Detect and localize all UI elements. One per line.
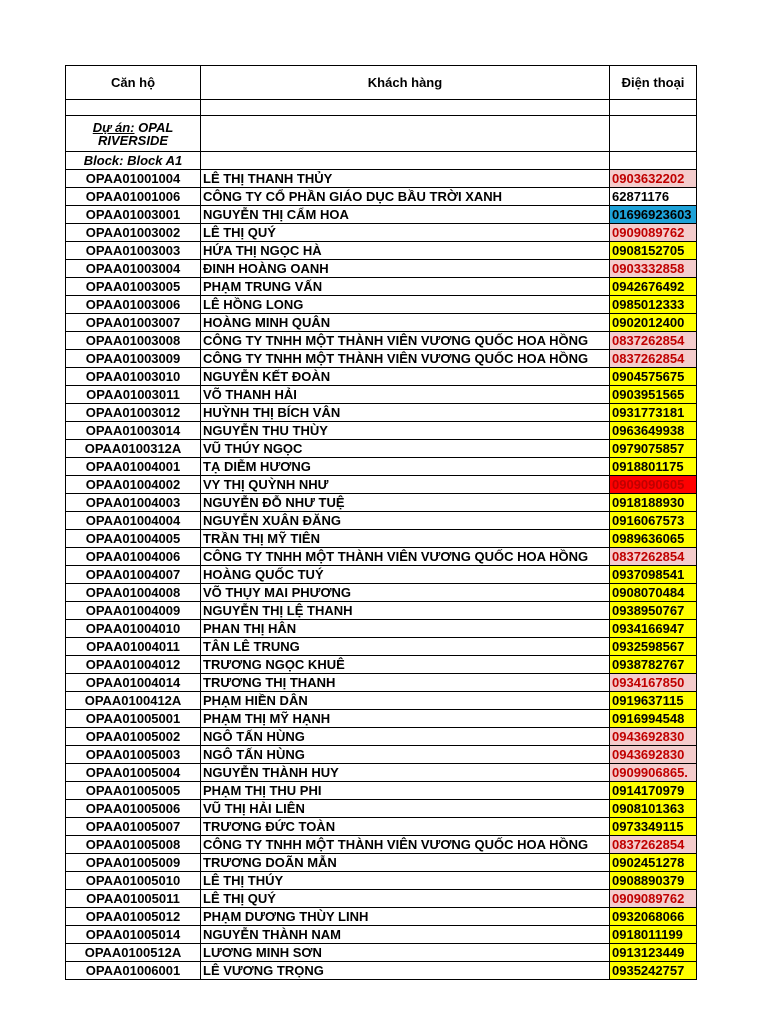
apartment-cell: OPAA01005008	[66, 836, 201, 854]
table-row	[66, 332, 697, 350]
phone-cell: 0908152705	[610, 242, 697, 260]
project-name: OPAL RIVERSIDE	[97, 119, 174, 148]
apartment-cell: OPAA01005012	[66, 908, 201, 926]
phone-cell: 0973349115	[610, 818, 697, 836]
table-row	[66, 908, 697, 926]
customer-cell: LÊ THỊ THÚY	[201, 872, 610, 890]
apartment-cell: OPAA0100312A	[66, 440, 201, 458]
project-label: Dự án:	[92, 119, 135, 135]
table-row	[66, 512, 697, 530]
phone-cell: 0904575675	[610, 368, 697, 386]
phone-cell: 0918801175	[610, 458, 697, 476]
phone-cell: 0903951565	[610, 386, 697, 404]
apartment-cell: OPAA01004003	[66, 494, 201, 512]
phone-cell: 0837262854	[610, 548, 697, 566]
table-row	[66, 440, 697, 458]
apartment-cell: OPAA01004012	[66, 656, 201, 674]
customer-cell: NGUYỄN XUÂN ĐĂNG	[201, 512, 610, 530]
phone-cell: 0909090605	[610, 476, 697, 494]
phone-cell: 0919637115	[610, 692, 697, 710]
header-row	[66, 66, 697, 100]
phone-cell: 0903332858	[610, 260, 697, 278]
phone-cell: 0942676492	[610, 278, 697, 296]
table-row	[66, 530, 697, 548]
customer-cell: NGÔ TẤN HÙNG	[201, 746, 610, 764]
block-row	[66, 152, 697, 170]
table-row	[66, 458, 697, 476]
phone-cell: 0908890379	[610, 872, 697, 890]
phone-cell: 0837262854	[610, 332, 697, 350]
customer-cell: LÊ VƯƠNG TRỌNG	[201, 962, 610, 980]
project-cell	[66, 116, 201, 152]
table-row	[66, 620, 697, 638]
apartment-cell: OPAA01004014	[66, 674, 201, 692]
apartment-cell: OPAA0100412A	[66, 692, 201, 710]
phone-cell: 0902451278	[610, 854, 697, 872]
table-row	[66, 818, 697, 836]
phone-cell: 0979075857	[610, 440, 697, 458]
table-row	[66, 782, 697, 800]
table-row	[66, 296, 697, 314]
table-row	[66, 584, 697, 602]
apartment-cell: OPAA0100512A	[66, 944, 201, 962]
customer-cell: VŨ THÚY NGỌC	[201, 440, 610, 458]
table-row	[66, 494, 697, 512]
apartment-cell: OPAA01005011	[66, 890, 201, 908]
customer-cell: HỨA THỊ NGỌC HÀ	[201, 242, 610, 260]
customer-cell: LÊ THỊ QUÝ	[201, 890, 610, 908]
customer-cell: PHẠM THỊ MỸ HẠNH	[201, 710, 610, 728]
phone-cell: 0932598567	[610, 638, 697, 656]
table-row	[66, 944, 697, 962]
apartment-cell: OPAA01001004	[66, 170, 201, 188]
phone-cell: 0943692830	[610, 728, 697, 746]
customer-cell: HOÀNG MINH QUÂN	[201, 314, 610, 332]
apartment-cell: OPAA01005014	[66, 926, 201, 944]
phone-cell: 0837262854	[610, 836, 697, 854]
phone-cell: 0916994548	[610, 710, 697, 728]
table-row	[66, 926, 697, 944]
table-row	[66, 404, 697, 422]
customer-cell: CÔNG TY TNHH MỘT THÀNH VIÊN VƯƠNG QUỐC HOA HỒNG	[201, 548, 610, 566]
apartment-cell: OPAA01004004	[66, 512, 201, 530]
customer-table	[65, 65, 697, 980]
apartment-cell: OPAA01003011	[66, 386, 201, 404]
customer-cell: HOÀNG QUỐC TUÝ	[201, 566, 610, 584]
apartment-cell: OPAA01005005	[66, 782, 201, 800]
customer-cell: NGÔ TẤN HÙNG	[201, 728, 610, 746]
phone-cell: 0938782767	[610, 656, 697, 674]
customer-cell: NGUYỄN THỊ LỆ THANH	[201, 602, 610, 620]
customer-cell: CÔNG TY CỔ PHẦN GIÁO DỤC BẦU TRỜI XANH	[201, 188, 610, 206]
table-row	[66, 728, 697, 746]
phone-cell: 0909089762	[610, 224, 697, 242]
apartment-cell: OPAA01003002	[66, 224, 201, 242]
customer-cell: VÕ THỤY MAI PHƯƠNG	[201, 584, 610, 602]
apartment-cell: OPAA01003007	[66, 314, 201, 332]
customer-cell: LÊ THỊ QUÝ	[201, 224, 610, 242]
header-customer: Khách hàng	[201, 66, 610, 100]
table-row	[66, 674, 697, 692]
apartment-cell: OPAA01003005	[66, 278, 201, 296]
customer-cell: VŨ THỊ HẢI LIÊN	[201, 800, 610, 818]
phone-cell: 0903632202	[610, 170, 697, 188]
phone-cell: 0908101363	[610, 800, 697, 818]
table-row	[66, 278, 697, 296]
phone-cell: 62871176	[610, 188, 697, 206]
phone-cell: 0934167850	[610, 674, 697, 692]
customer-cell: NGUYỄN THÀNH HUY	[201, 764, 610, 782]
phone-cell: 0985012333	[610, 296, 697, 314]
customer-cell: LÊ HỒNG LONG	[201, 296, 610, 314]
phone-cell: 0935242757	[610, 962, 697, 980]
phone-cell: 0934166947	[610, 620, 697, 638]
phone-cell: 0943692830	[610, 746, 697, 764]
customer-cell: LƯƠNG MINH SƠN	[201, 944, 610, 962]
apartment-cell: OPAA01004007	[66, 566, 201, 584]
customer-cell: TRƯƠNG ĐỨC TOÀN	[201, 818, 610, 836]
apartment-cell: OPAA01005007	[66, 818, 201, 836]
apartment-cell: OPAA01003003	[66, 242, 201, 260]
phone-cell: 0937098541	[610, 566, 697, 584]
block-label: Block: Block A1	[66, 152, 201, 170]
apartment-cell: OPAA01006001	[66, 962, 201, 980]
table-row	[66, 206, 697, 224]
apartment-cell: OPAA01004006	[66, 548, 201, 566]
customer-cell: TRƯƠNG NGỌC KHUÊ	[201, 656, 610, 674]
customer-cell: HUỲNH THỊ BÍCH VÂN	[201, 404, 610, 422]
apartment-cell: OPAA01003014	[66, 422, 201, 440]
apartment-cell: OPAA01004002	[66, 476, 201, 494]
customer-cell: NGUYỄN KẾT ĐOÀN	[201, 368, 610, 386]
customer-cell: LÊ THỊ THANH THỦY	[201, 170, 610, 188]
phone-cell: 0837262854	[610, 350, 697, 368]
table-row	[66, 764, 697, 782]
table-row	[66, 890, 697, 908]
table-row	[66, 170, 697, 188]
apartment-cell: OPAA01003012	[66, 404, 201, 422]
apartment-cell: OPAA01003004	[66, 260, 201, 278]
apartment-cell: OPAA01005010	[66, 872, 201, 890]
apartment-cell: OPAA01003009	[66, 350, 201, 368]
table-row	[66, 350, 697, 368]
apartment-cell: OPAA01004009	[66, 602, 201, 620]
phone-cell: 0931773181	[610, 404, 697, 422]
customer-cell: ĐINH HOÀNG OANH	[201, 260, 610, 278]
apartment-cell: OPAA01004011	[66, 638, 201, 656]
phone-cell: 0909089762	[610, 890, 697, 908]
customer-cell: VY THỊ QUỲNH NHƯ	[201, 476, 610, 494]
table-row	[66, 188, 697, 206]
apartment-cell: OPAA01001006	[66, 188, 201, 206]
table-row	[66, 962, 697, 980]
customer-cell: CÔNG TY TNHH MỘT THÀNH VIÊN VƯƠNG QUỐC HOA HỒNG	[201, 350, 610, 368]
phone-cell: 0932068066	[610, 908, 697, 926]
apartment-cell: OPAA01005006	[66, 800, 201, 818]
apartment-cell: OPAA01004010	[66, 620, 201, 638]
customer-cell: TẠ DIỄM HƯƠNG	[201, 458, 610, 476]
customer-cell: CÔNG TY TNHH MỘT THÀNH VIÊN VƯƠNG QUỐC HOA HỒNG	[201, 332, 610, 350]
phone-cell: 0902012400	[610, 314, 697, 332]
apartment-cell: OPAA01003010	[66, 368, 201, 386]
project-row	[66, 116, 697, 152]
phone-cell: 0938950767	[610, 602, 697, 620]
customer-cell: PHAN THỊ HÂN	[201, 620, 610, 638]
customer-cell: CÔNG TY TNHH MỘT THÀNH VIÊN VƯƠNG QUỐC HOA HỒNG	[201, 836, 610, 854]
customer-cell: NGUYỄN ĐỖ NHƯ TUỆ	[201, 494, 610, 512]
apartment-cell: OPAA01003008	[66, 332, 201, 350]
customer-cell: TRƯƠNG DOÃN MẪN	[201, 854, 610, 872]
customer-cell: NGUYỄN THU THÙY	[201, 422, 610, 440]
table-row	[66, 548, 697, 566]
phone-cell: 0908070484	[610, 584, 697, 602]
apartment-cell: OPAA01003006	[66, 296, 201, 314]
table-row	[66, 224, 697, 242]
phone-cell: 0914170979	[610, 782, 697, 800]
table-row	[66, 800, 697, 818]
phone-cell: 0913123449	[610, 944, 697, 962]
customer-cell: TRẦN THỊ MỸ TIÊN	[201, 530, 610, 548]
table-row	[66, 314, 697, 332]
apartment-cell: OPAA01005009	[66, 854, 201, 872]
apartment-cell: OPAA01003001	[66, 206, 201, 224]
customer-cell: PHẠM THỊ THU PHI	[201, 782, 610, 800]
phone-cell: 0918188930	[610, 494, 697, 512]
customer-cell: NGUYỄN THÀNH NAM	[201, 926, 610, 944]
apartment-cell: OPAA01005004	[66, 764, 201, 782]
table-row	[66, 710, 697, 728]
phone-cell: 0916067573	[610, 512, 697, 530]
phone-cell: 0963649938	[610, 422, 697, 440]
header-phone: Điện thoại	[610, 66, 697, 100]
header-apartment: Căn hộ	[66, 66, 201, 100]
phone-cell: 0918011199	[610, 926, 697, 944]
table-row	[66, 242, 697, 260]
table-row	[66, 656, 697, 674]
table-row	[66, 692, 697, 710]
customer-cell: PHẠM TRUNG VẤN	[201, 278, 610, 296]
apartment-cell: OPAA01005003	[66, 746, 201, 764]
table-row	[66, 854, 697, 872]
customer-cell: NGUYỄN THỊ CẨM HOA	[201, 206, 610, 224]
empty-row	[66, 100, 697, 116]
table-row	[66, 476, 697, 494]
customer-cell: PHẠM DƯƠNG THÙY LINH	[201, 908, 610, 926]
phone-cell: 01696923603	[610, 206, 697, 224]
apartment-cell: OPAA01005001	[66, 710, 201, 728]
table-row	[66, 566, 697, 584]
table-row	[66, 422, 697, 440]
table-body	[66, 100, 697, 980]
table-row	[66, 386, 697, 404]
phone-cell: 0909906865.	[610, 764, 697, 782]
phone-cell: 0989636065	[610, 530, 697, 548]
table-row	[66, 872, 697, 890]
table-row	[66, 746, 697, 764]
table-row	[66, 368, 697, 386]
customer-cell: TRƯƠNG THỊ THANH	[201, 674, 610, 692]
table-row	[66, 260, 697, 278]
customer-cell: VÕ THANH HẢI	[201, 386, 610, 404]
apartment-cell: OPAA01004008	[66, 584, 201, 602]
customer-cell: PHẠM HIỀN DÂN	[201, 692, 610, 710]
apartment-cell: OPAA01004005	[66, 530, 201, 548]
customer-cell: TÂN LÊ TRUNG	[201, 638, 610, 656]
apartment-cell: OPAA01004001	[66, 458, 201, 476]
table-row	[66, 602, 697, 620]
apartment-cell: OPAA01005002	[66, 728, 201, 746]
table-row	[66, 836, 697, 854]
table-row	[66, 638, 697, 656]
